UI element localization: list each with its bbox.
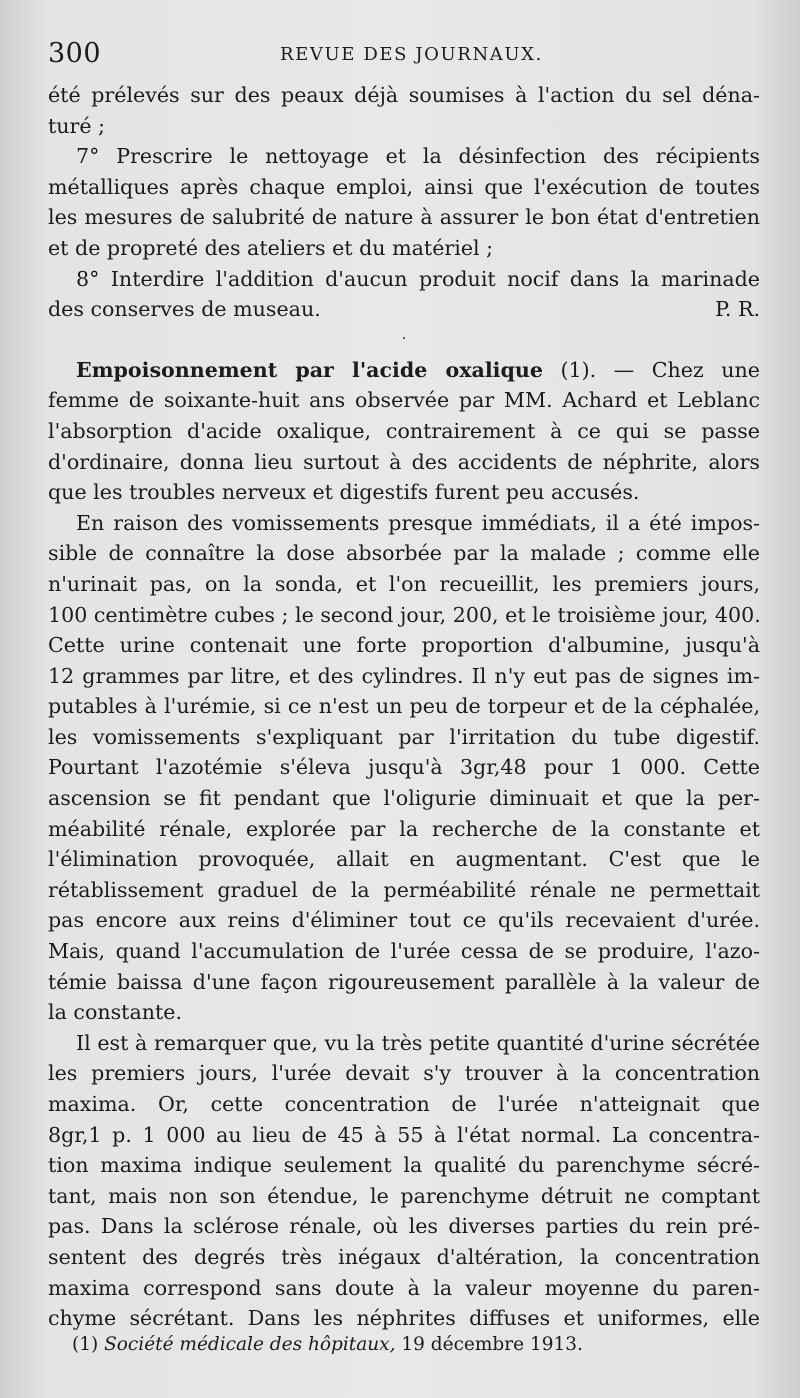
text-line: 12 grammes par litre, et des cylindres. Il n'y eut pas de signes im- [48,663,760,688]
article-title-rest: (1). — Chez une [542,357,760,382]
text-line: les mesures de salubrité de nature à assurer le bon état d'entretien [48,205,760,230]
text-line: maxima. Or, cette concentration de l'urée n'atteignait que [48,1092,760,1116]
text-line: 7° Prescrire le nettoyage et la désinfection des récipients [76,144,760,169]
text-line: Il est à remarquer que, vu la très petite quantité d'urine sécrétée [76,1030,760,1055]
text-line: En raison des vomissements presque immédiats, il a été impos- [76,510,760,535]
text-line: 8° Interdire l'addition d'aucun produit nocif dans la marinade [76,266,760,291]
text-line: métalliques après chaque emploi, ainsi que l'exécution de toutes [48,174,760,199]
text-line: turé ; [48,113,106,138]
footnote [72,1332,672,1358]
text-line: que les troubles nerveux et digestifs furent peu accusés. [48,480,640,505]
footnote-mark: (1) [72,1334,99,1355]
text-line: l'élimination provoquée, allait en augmentant. C'est que le [48,847,760,872]
text-line: d'ordinaire, donna lieu surtout à des accidents de néphrite, alors [48,449,760,474]
text-line: témie baissa d'une façon rigoureusement parallèle à la valeur de [48,969,760,994]
text-line-with-signature [48,294,760,325]
text-line: et de propreté des ateliers et du matériel ; [48,235,494,260]
text-line: les vomissements s'expliquant par l'irritation du tube digestif. [48,724,760,749]
text-line: l'absorption d'acide oxalique, contrairement à ce qui se passe [48,418,760,443]
running-head: REVUE DES JOURNAUX. [280,44,543,65]
signature: P. R. [715,297,760,322]
text-line: rétablissement graduel de la perméabilité rénale ne permettait [48,877,760,902]
text-line: 8gr,1 p. 1 000 au lieu de 45 à 55 à l'état normal. La concentra- [48,1122,760,1147]
footnote-source: Société médicale des hôpitaux, [104,1334,396,1355]
text-line: pas encore aux reins d'éliminer tout ce qu'ils recevaient d'urée. [48,908,760,933]
text-line: sible de connaître la dose absorbée par la malade ; comme elle [48,541,760,566]
page-body [48,80,760,1334]
text-line: la constante. [48,1000,183,1025]
text-line: pas. Dans la sclérose rénale, où les diverses parties du rein pré- [48,1214,760,1239]
text-line: n'urinait pas, on la sonda, et l'on recueillit, les premiers jours, [48,571,760,596]
text-line: femme de soixante-huit ans observée par MM. Achard et Leblanc [48,388,760,413]
text-line: ascension se fit pendant que l'oligurie diminuait et que la per- [48,786,760,811]
text-line: tion maxima indique seulement la qualité du parenchyme sécré- [48,1153,760,1178]
text-line: été prélevés sur des peaux déjà soumises à l'action du sel déna- [48,83,760,107]
text-line: maxima correspond sans doute à la valeur moyenne du paren- [48,1275,760,1300]
page-header [48,38,768,72]
text-line: méabilité rénale, explorée par la recherche de la constante et [48,816,760,841]
text-line: Pourtant l'azotémie s'éleva jusqu'à 3gr,48 pour 1 000. Cette [48,755,760,780]
text-line: tant, mais non son étendue, le parenchyme détruit ne comptant [48,1183,760,1208]
separator-dot: · [401,331,407,348]
text-line: des conserves de museau. [48,297,321,322]
text-line: 100 centimètre cubes ; le second jour, 200, et le troisième jour, 400. [48,602,761,627]
footnote-date: 19 décembre 1913. [401,1334,583,1355]
text-line: les premiers jours, l'urée devait s'y trouver à la concentration [48,1061,760,1086]
article-heading-line [48,355,760,386]
text-line: chyme sécrétant. Dans les néphrites diffuses et uniformes, elle [48,1306,760,1331]
text-line: Mais, quand l'accumulation de l'urée cessa de se produire, l'azo- [48,939,760,964]
text-line: sentent des degrés très inégaux d'altération, la concentration [48,1244,760,1269]
page-number: 300 [48,38,102,69]
text-line: putables à l'urémie, si ce n'est un peu de torpeur et de la céphalée, [48,694,760,719]
article-title: Empoisonnement par l'acide oxalique [76,357,543,382]
text-line: Cette urine contenait une forte proportion d'albumine, jusqu'à [48,633,760,658]
section-separator [48,325,760,355]
